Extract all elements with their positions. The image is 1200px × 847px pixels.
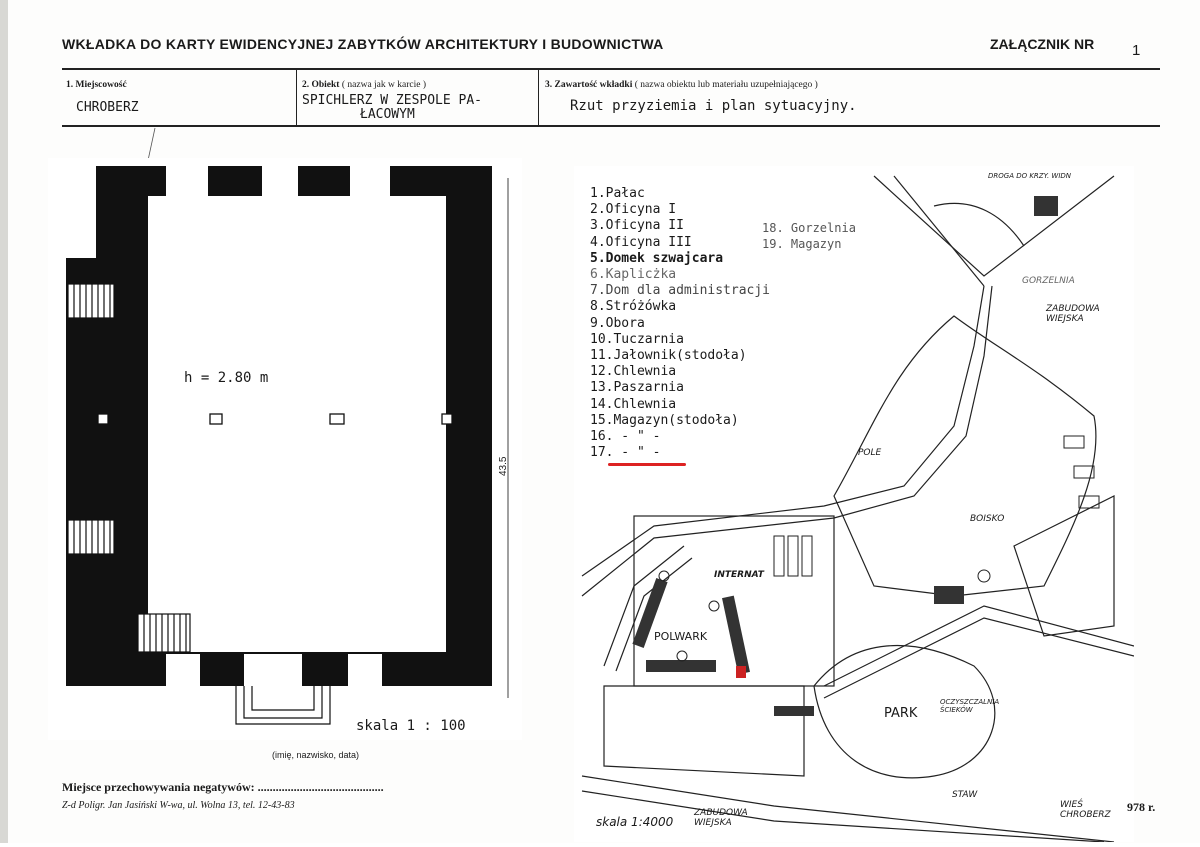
card-title: WKŁADKA DO KARTY EWIDENCYJNEJ ZABYTKÓW ARCHITEKTURY I BUDOWNICTWA — [62, 36, 664, 52]
map-label-staw: STAW — [952, 790, 978, 800]
floor-plan — [48, 158, 522, 740]
field-1-label: 1. Miejscowość — [66, 80, 127, 90]
map-label-zabudowa-bottom: ZABUDOWA WIEJSKA — [694, 808, 748, 828]
legend-item: 17. - " - — [590, 445, 661, 461]
plan-height-label: h = 2.80 m — [184, 370, 269, 386]
legend-item: 19. Magazyn — [762, 237, 842, 251]
legend-item: 6.Kaplicżka — [590, 267, 677, 283]
legend-item: 12.Chlewnia — [590, 364, 677, 380]
map-label-oczyszczalnia: OCZYSZCZALNIA ŚCIEKÓW — [940, 698, 1000, 714]
plan-dimension-label: 43.5 — [498, 456, 509, 476]
map-legend-extra — [762, 220, 856, 252]
field-2-value: SPICHLERZ W ZESPOLE PA- ŁACOWYM — [302, 93, 483, 122]
legend-item: 5.Domek szwajcara — [590, 250, 724, 266]
legend-item: 18. Gorzelnia — [762, 221, 856, 235]
annex-label: ZAŁĄCZNIK NR — [990, 36, 1095, 52]
legend-item: 14.Chlewnia — [590, 396, 677, 412]
red-underline-mark — [608, 463, 686, 466]
map-scale-label: skala 1:4000 — [596, 815, 674, 829]
field-2-label: 2. Obiekt ( nazwa jak w karcie ) — [302, 80, 426, 90]
legend-item: 1.Pałac — [590, 186, 645, 201]
map-label-wies: WIEŚ CHROBERZ — [1060, 800, 1111, 820]
printer-imprint: Z-d Poligr. Jan Jasiński W-wa, ul. Wolna 13, tel. 12-43-83 — [62, 800, 295, 811]
map-label-zabudowa-wiejska: ZABUDOWA WIEJSKA — [1046, 304, 1100, 324]
year-label: 978 r. — [1127, 800, 1156, 814]
legend-item: 8.Stróżówka — [590, 299, 677, 315]
legend-item: 15.Magazyn(stodoła) — [590, 412, 739, 428]
legend-item: 10.Tuczarnia — [590, 331, 684, 347]
map-label-gorzelnia: GORZELNIA — [1022, 276, 1075, 286]
map-label-boisko: BOISKO — [970, 514, 1005, 524]
map-label-pole: POLE — [858, 448, 882, 458]
map-label-road: DROGA DO KRZY. WIDN — [988, 172, 1072, 180]
field-3-label: 3. Zawartość wkładki ( nazwa obiektu lub materiału uzupełniającego ) — [545, 80, 818, 90]
legend-item: 4.Oficyna III — [590, 234, 692, 250]
map-label-park: PARK — [884, 706, 918, 721]
map-label-internat: INTERNAT — [714, 570, 764, 580]
legend-item: 2.Oficyna I — [590, 202, 677, 218]
field-3-value: Rzut przyziemia i plan sytuacyjny. — [570, 98, 857, 114]
floor-plan-drawing — [48, 158, 522, 740]
legend-item: 11.Jałownik(stodoła) — [590, 348, 747, 364]
plan-scale-label: skala 1 : 100 — [356, 718, 466, 734]
annex-number: 1 — [1132, 42, 1141, 59]
negatives-location: Miejsce przechowywania negatywów: .......................................... — [62, 780, 384, 794]
map-label-polwark: POLWARK — [654, 630, 708, 643]
field-1-value: CHROBERZ — [76, 100, 139, 115]
legend-item: 7.Dom dla administracji — [590, 283, 771, 299]
legend-item: 9.Obora — [590, 315, 645, 331]
legend-item: 3.Oficyna II — [590, 218, 684, 234]
legend-item: 13.Paszarnia — [590, 380, 684, 396]
signature-note: (imię, nazwisko, data) — [272, 750, 360, 760]
legend-item: 16. - " - — [590, 429, 661, 445]
map-legend — [590, 186, 770, 461]
